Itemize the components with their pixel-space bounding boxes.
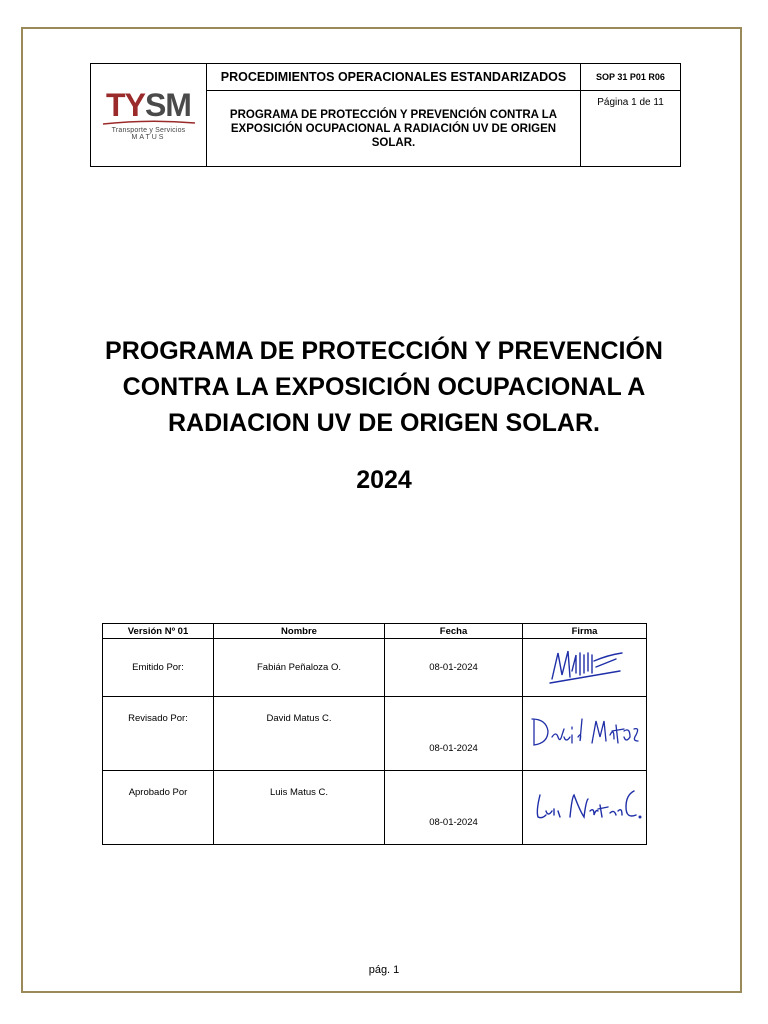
role-cell: Aprobado Por <box>103 771 214 845</box>
document-year: 2024 <box>356 466 412 494</box>
signature-revisado <box>523 697 647 771</box>
role-cell: Revisado Por: <box>103 697 214 771</box>
table-row <box>103 639 647 697</box>
name-cell: Fabián Peñaloza O. <box>214 639 385 697</box>
col-nombre: Nombre <box>214 624 385 639</box>
date-cell: 08-01-2024 <box>385 697 523 771</box>
company-logo: TYSM Transporte y Servicios MATUS <box>91 64 207 167</box>
approval-header-row <box>103 624 647 639</box>
page-border <box>21 27 742 993</box>
table-row <box>103 697 647 771</box>
date-cell: 08-01-2024 <box>385 771 523 845</box>
signature-aprobado <box>523 771 647 845</box>
document-code: SOP 31 P01 R06 <box>581 64 681 91</box>
header-title: PROCEDIMIENTOS OPERACIONALES ESTANDARIZADOS <box>207 64 581 91</box>
header-subtitle: PROGRAMA DE PROTECCIÓN Y PREVENCIÓN CONTRA LA EXPOSICIÓN OCUPACIONAL A RADIACIÓN UV DE ORIGEN SOLAR. <box>207 91 581 167</box>
approval-table <box>102 623 647 845</box>
document-title: PROGRAMA DE PROTECCIÓN Y PREVENCIÓN CONTRA LA EXPOSICIÓN OCUPACIONAL A RADIACION UV DE ORIGEN SOLAR. <box>105 337 663 437</box>
name-cell: Luis Matus C. <box>214 771 385 845</box>
col-fecha: Fecha <box>385 624 523 639</box>
signature-image <box>526 707 644 757</box>
signature-emitido <box>523 639 647 697</box>
name-cell: David Matus C. <box>214 697 385 771</box>
date-cell: 08-01-2024 <box>385 639 523 697</box>
signature-image <box>526 781 644 831</box>
logo-wordmark: TYSM <box>106 86 191 123</box>
col-firma: Firma <box>523 624 647 639</box>
header-page-number: Página 1 de 11 <box>581 91 681 167</box>
table-row <box>103 771 647 845</box>
footer-page-label: pág. 1 <box>368 964 400 976</box>
role-cell: Emitido Por: <box>103 639 214 697</box>
col-version: Versión Nº 01 <box>103 624 214 639</box>
signature-image <box>530 641 640 691</box>
header-table <box>90 63 681 167</box>
logo-swoosh-icon <box>101 120 197 126</box>
